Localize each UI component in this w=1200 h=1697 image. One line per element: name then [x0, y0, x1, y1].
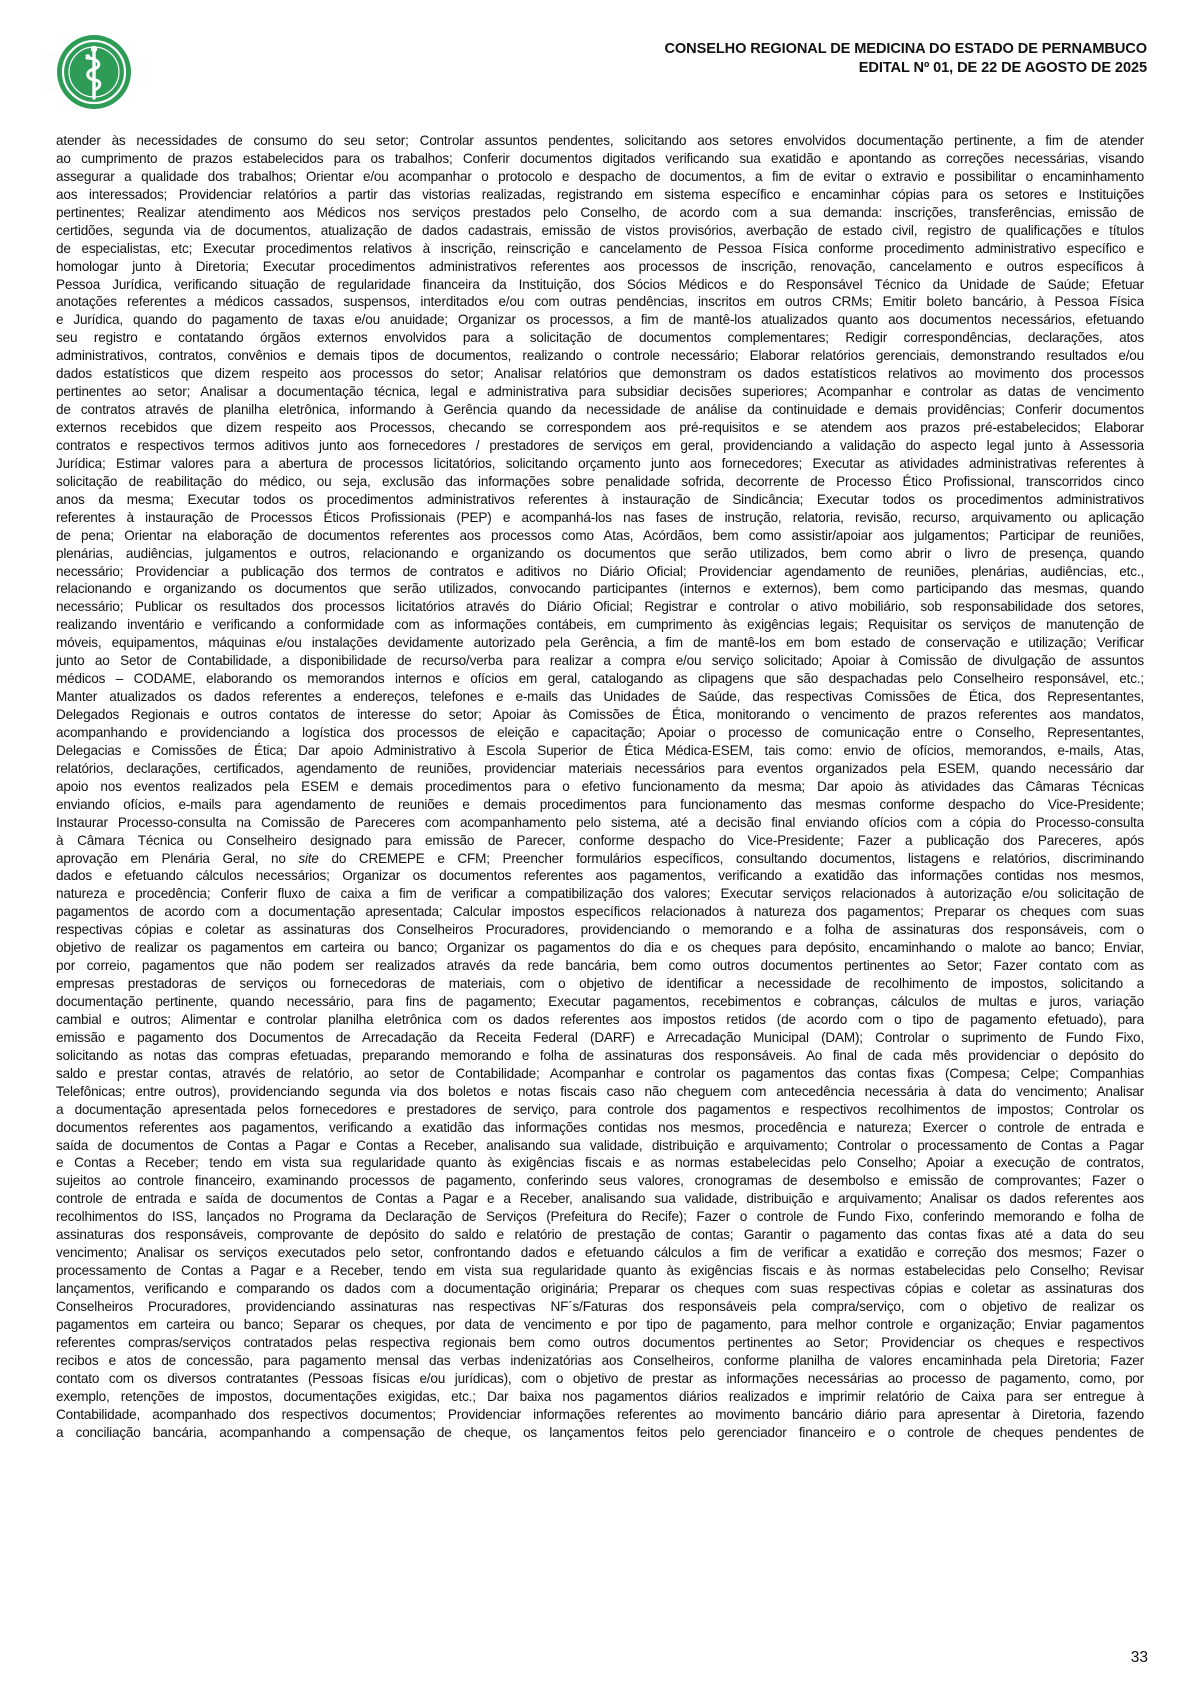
body-line: necessário; Publicar os resultados dos processos licitatórios através do Diário Oficial; Registrar e controlar o ativo mobiliário, sob responsabilidade dos setores, — [56, 599, 1144, 615]
cremepe-logo — [56, 34, 132, 110]
body-line: ao cumprimento de prazos estabelecidos para os trabalhos; Conferir documentos digitados verificando sua exatidão e apontando as correções necessárias, visando — [56, 150, 1144, 166]
body-line: de contratos através de planilha eletrônica, informando à Gerência quando da necessidade de análise da continuidade e demais providências; Conferir documentos — [56, 402, 1144, 418]
body-line: administrativos, contratos, convênios e demais tipos de documentos, realizando o controle necessário; Elaborar relatórios gerenciais, demonstrando resultados e/ou — [56, 348, 1144, 364]
body-line: Telefônicas; entre outros), providenciando segunda via dos boletos e notas fiscais caso não cheguem com antecedência necessária à data do vencimento; Analisar — [56, 1083, 1144, 1099]
body-line: e Jurídica, quando do pagamento de taxas e/ou anuidade; Organizar os processos, a fim de mantê-los atualizados quanto aos documentos necessários, efetuando — [56, 312, 1144, 328]
body-line: pertinentes; Realizar atendimento aos Médicos nos serviços prestados pelo Conselho, de acordo com a sua demanda: inscrições, transferências, emissão de — [56, 204, 1144, 220]
body-line: de especialistas, etc; Executar procedimentos relativos à inscrição, reinscrição e cancelamento de Pessoa Física conforme procedimento administrativo específico e — [56, 240, 1144, 256]
organization-name: CONSELHO REGIONAL DE MEDICINA DO ESTADO DE PERNAMBUCO — [664, 41, 1147, 57]
body-line: respectivas cópias e coletar as assinaturas dos Conselheiros Procuradores, providenciando o memorando e a folha de assinaturas dos responsáveis, com o — [56, 922, 1144, 938]
body-line: Jurídica; Estimar valores para a abertura de processos licitatórios, solicitando orçamento junto aos fornecedores; Executar as atividades administrativas referentes à — [56, 455, 1144, 471]
body-line: pagamentos de acordo com a documentação apresentada; Calcular impostos específicos relacionados à natureza dos pagamentos; Preparar os cheques com suas — [56, 904, 1144, 920]
edital-title: EDITAL Nº 01, DE 22 DE AGOSTO DE 2025 — [858, 60, 1147, 76]
body-line: por correio, pagamentos que não podem ser realizados através da rede bancária, bem como outros documentos pertinentes ao Setor; Fazer contato com as — [56, 958, 1144, 974]
body-line: emissão e pagamento dos Documentos de Arrecadação da Receita Federal (DARF) e Arrecadação Municipal (DAM); Controlar o suprimento de Fundo Fixo, — [56, 1029, 1144, 1045]
body-line: processamento de Contas a Pagar e a Receber, tendo em vista sua regularidade quanto às exigências fiscais e às normas estabelecidas pelo Conselho; Revisar — [56, 1263, 1144, 1279]
body-line: e Contas a Receber; tendo em vista sua regularidade quanto às exigências fiscais e as normas estabelecidas pelo Conselho; Apoiar a execução de contratos, — [56, 1155, 1144, 1171]
body-line: médicos – CODAME, elaborando os memorandos internos e ofícios em geral, catalogando as clipagens que são despachadas pelo Conselheiro responsável, etc.; — [56, 671, 1144, 687]
body-line: enviando ofícios, e-mails para agendamento de reuniões e demais procedimentos para funcionamento das mesmas conforme despacho do Vice-Presidente; — [56, 796, 1144, 812]
body-line: aos interessados; Providenciar relatórios a partir das vistorias realizadas, registrando em sistema específico e encaminhar cópias para os setores e Instituições — [56, 186, 1144, 202]
body-line: seu registro e contatando órgãos externos envolvidos para a solicitação de documentos complementares; Redigir correspondências, declarações, atos — [56, 330, 1144, 346]
body-line: relacionando e organizando os documentos que serão utilizados, convocando participantes (internos e externos), bem como participando das mesmas, quando — [56, 581, 1144, 597]
body-line: lançamentos, verificando e comparando os dados com a documentação originária; Preparar os cheques com suas respectivas cópias e coletar as assinaturas dos — [56, 1281, 1144, 1296]
body-line: certidões, segunda via de documentos, atualização de dados cadastrais, emissão de vistos provisórios, averbação de estado civil, registro de qualificações e títulos — [56, 222, 1144, 238]
body-line: exemplo, retenções de impostos, documentações exigidas, etc.; Dar baixa nos pagamentos diários realizados e imprimir relatório de Caixa para ser entregue à — [56, 1388, 1144, 1404]
body-line: pertinentes ao setor; Analisar a documentação técnica, legal e administrativa para subsidiar decisões superiores; Acompanhar e controlar as datas de vencimento — [56, 384, 1144, 400]
body-line: Instaurar Processo-consulta na Comissão de Pareceres com acompanhamento pelo sistema, até a decisão final enviando ofícios com a cópia do Processo-consulta — [56, 814, 1144, 830]
caduceus-logo-icon — [56, 34, 132, 110]
body-line: necessário; Providenciar a publicação dos termos de contratos e aditivos no Diário Oficial; Providenciar agendamento de reuniões, plenárias, audiências, etc., — [56, 563, 1144, 579]
body-line: documentos referentes aos pagamentos, verificando a exatidão das informações contidas nos mesmos, procedência e natureza; Exercer o controle de entrada e — [56, 1119, 1144, 1135]
body-line: contato com os diversos contratantes (Pessoas físicas e/ou jurídicas), com o objetivo de prestar as informações necessárias ao processo de pagamento, como, por — [56, 1370, 1144, 1386]
body-line: Delegados Regionais e outros contatos de interesse do setor; Apoiar às Comissões de Ética, monitorando o vencimento de prazos referentes aos mandatos, — [56, 707, 1144, 722]
body-line: vencimento; Analisar os serviços executados pelo setor, confrontando dados e efetuando cálculos a fim de verificar a exatidão e correção dos mesmos; Fazer o — [56, 1245, 1144, 1261]
document-header — [664, 40, 1147, 78]
body-line: anos da mesma; Executar todos os procedimentos administrativos referentes à instauração de Sindicância; Executar todos os procedimentos administrativos — [56, 491, 1144, 507]
body-line: saldo e prestar contas, através de relatório, ao setor de Contabilidade; Acompanhar e controlar os pagamentos das contas fixas (Compesa; Celpe; Companhias — [56, 1065, 1144, 1081]
body-line: junto ao Setor de Contabilidade, a disponibilidade de recurso/verba para realizar a compra e/ou serviço solicitado; Apoiar à Comissão de divulgação de assuntos — [56, 653, 1144, 669]
body-paragraph — [56, 132, 1144, 1647]
body-line: Pessoa Jurídica, verificando situação de regularidade financeira da Instituição, dos Sócios Médicos e do Responsável Técnico da Unidade de Saúde; Efetuar — [56, 276, 1144, 292]
body-line: referentes compras/serviços contratados pelas respectiva regionais bem como outros documentos pertinentes ao Setor; Providenciar os cheques e respectivos — [56, 1334, 1144, 1350]
body-line: à Câmara Técnica ou Conselheiro designado para emissão de Parecer, conforme despacho do Vice-Presidente; Fazer a publicação dos Pareceres, após — [56, 832, 1144, 848]
body-line: natureza e procedência; Conferir fluxo de caixa a fim de verificar a compatibilização dos valores; Executar serviços relacionados à autorização e/ou solicitação de — [56, 886, 1144, 902]
body-line: aprovação em Plenária Geral, no site do CREMEPE e CFM; Preencher formulários específicos, consultando documentos, listagens e relatórios, discriminando — [56, 850, 1144, 866]
body-line: Contabilidade, acompanhado dos respectivos documentos; Providenciar informações referentes ao movimento bancário diário para apresentar à Diretoria, fazendo — [56, 1406, 1144, 1422]
body-line: atender às necessidades de consumo do seu setor; Controlar assuntos pendentes, solicitando aos setores envolvidos documentação pertinente, a fim de atender — [56, 133, 1144, 148]
body-line: empresas prestadoras de serviços ou fornecedoras de materiais, com o objetivo de identificar a necessidade de recolhimento de impostos, solicitando a — [56, 976, 1144, 992]
body-line: sujeitos ao controle financeiro, examinando processos de pagamento, conferindo seus valores, cronogramas de desembolso e emissão de comprovantes; Fazer o — [56, 1173, 1144, 1189]
body-line: dados e efetuando cálculos necessários; Organizar os documentos referentes aos pagamentos, verificando a exatidão das informações contidas nos mesmos, — [56, 868, 1144, 884]
body-line: contratos e respectivos termos aditivos junto aos fornecedores / prestadores de serviços em geral, providenciando a validação do aspecto legal junto à Assessoria — [56, 437, 1144, 453]
body-line: a documentação apresentada pelos fornecedores e prestadores de serviço, para controle dos pagamentos e respectivos recolhimentos de impostos; Controlar os — [56, 1101, 1144, 1117]
body-line: assinaturas dos responsáveis, comprovante de depósito do saldo e relatório de prestação de contas; Garantir o pagamento das contas fixas até a data do seu — [56, 1227, 1144, 1243]
body-line: Delegacias e Comissões de Ética; Dar apoio Administrativo à Escola Superior de Ética Médica-ESEM, tais como: envio de ofícios, memorandos, e-mails, Atas, — [56, 742, 1144, 758]
body-line: realizando inventário e verificando a conformidade com as informações contábeis, em cumprimento às exigências legais; Requisitar os serviços de manutenção de — [56, 617, 1144, 633]
body-line: acompanhando e providenciando a logística dos processos de eleição e capacitação; Apoiar o processo de comunicação entre o Conselho, Representantes, — [56, 724, 1144, 740]
body-line: referentes à instauração de Processos Éticos Profissionais (PEP) e acompanhá-los nas fases de instrução, relatoria, revisão, recurso, arquivamento ou aplicação — [56, 509, 1144, 525]
page-number: 33 — [1130, 1649, 1148, 1666]
body-line: externos recebidos que dizem respeito aos Processos, checando se correspondem aos pré-requisitos e se atendem aos prazos pré-estabelecidos; Elaborar — [56, 420, 1144, 435]
body-line: recibos e atos de concessão, para pagamento mensal das verbas indenizatórias aos Conselheiros, conforme planilha de valores encaminhada pela Diretoria; Fazer — [56, 1352, 1144, 1368]
body-line: homologar junto à Diretoria; Executar procedimentos administrativos referentes aos processos de inscrição, renovação, cancelamento e outros específicos à — [56, 258, 1144, 274]
body-line: objetivo de realizar os pagamentos em carteira ou banco; Organizar os pagamentos do dia e os cheques para depósito, encaminhando o malote ao banco; Enviar, — [56, 940, 1144, 956]
body-line: Conselheiros Procuradores, providenciando assinaturas nas respectivas NF´s/Faturas dos responsáveis pela compra/serviço, com o objetivo de realizar os — [56, 1298, 1144, 1314]
body-line: solicitação de reabilitação do médico, ou seja, exclusão das informações sobre penalidade sofrida, decorrente de Processo Ético Profissional, transcorridos cinco — [56, 473, 1144, 489]
body-line: relatórios, declarações, certificados, agendamento de reuniões, providenciar materiais necessários para eventos organizados pela ESEM, quando necessário dar — [56, 760, 1144, 776]
body-line: documentação pertinente, quando necessário, para fins de pagamento; Executar pagamentos, recebimentos e cobranças, cálculos de multas e juros, variação — [56, 994, 1144, 1009]
body-line: dados estatísticos que dizem respeito aos processos do setor; Analisar relatórios que demonstram os dados estatísticos relativos ao movimento dos processos — [56, 366, 1144, 382]
body-line: cambial e outros; Alimentar e controlar planilha eletrônica com os dados referentes aos impostos retidos (de acordo com o tipo de pagamento efetuado), para — [56, 1011, 1144, 1027]
body-line: solicitando as notas das compras efetuadas, preparando memorando e folha de assinaturas dos responsáveis. Ao final de cada mês providenciar o depósito do — [56, 1047, 1144, 1063]
body-line: a conciliação bancária, acompanhando a compensação de cheque, os lançamentos feitos pelo gerenciador financeiro e o controle de cheques pendentes de — [56, 1424, 1144, 1440]
body-line: plenárias, audiências, julgamentos e outros, relacionando e organizando os documentos que serão utilizados, bem como abrir o livro de presença, quando — [56, 545, 1144, 561]
body-line: controle de entrada e saída de documentos de Contas a Pagar e a Receber, analisando sua validade, distribuição e arquivamento; Analisar os dados referentes aos — [56, 1191, 1144, 1207]
body-line: recolhimentos do ISS, lançados no Programa da Declaração de Serviços (Prefeitura do Recife); Fazer o controle de Fundo Fixo, conferindo memorando e folha de — [56, 1209, 1144, 1225]
body-line: Manter atualizados os dados referentes a endereços, telefones e e-mails das Unidades de Saúde, das respectivas Comissões de Ética, dos Representantes, — [56, 689, 1144, 705]
body-line: móveis, equipamentos, máquinas e/ou instalações devidamente autorizado pela Gerência, a fim de mantê-los em bom estado de conservação e utilização; Verificar — [56, 635, 1144, 651]
body-line: apoio nos eventos realizados pela ESEM e demais procedimentos para o efetivo funcionamento da mesma; Dar apoio às atividades das Câmaras Técnicas — [56, 778, 1144, 794]
body-line: pagamentos em carteira ou banco; Separar os cheques, por data de vencimento e por tipo de pagamento, para melhor controle e organização; Enviar pagamentos — [56, 1316, 1144, 1332]
body-line: assegurar a qualidade dos trabalhos; Orientar e/ou acompanhar o protocolo e despacho de documentos, a fim de evitar o extravio e possibilitar o encaminhamento — [56, 168, 1144, 184]
body-line: anotações referentes a médicos cassados, suspensos, interditados e/ou com outras pendências, inscritos em outros CRMs; Emitir boleto bancário, à Pessoa Física — [56, 294, 1144, 310]
body-line: saída de documentos de Contas a Pagar e Contas a Receber, analisando sua validade, distribuição e arquivamento; Controlar o processamento de Contas a Pagar — [56, 1137, 1144, 1153]
body-line: de pena; Orientar na elaboração de documentos referentes aos processos como Atas, Acórdãos, bem como assistir/apoiar aos julgamentos; Participar de reuniões, — [56, 527, 1144, 543]
